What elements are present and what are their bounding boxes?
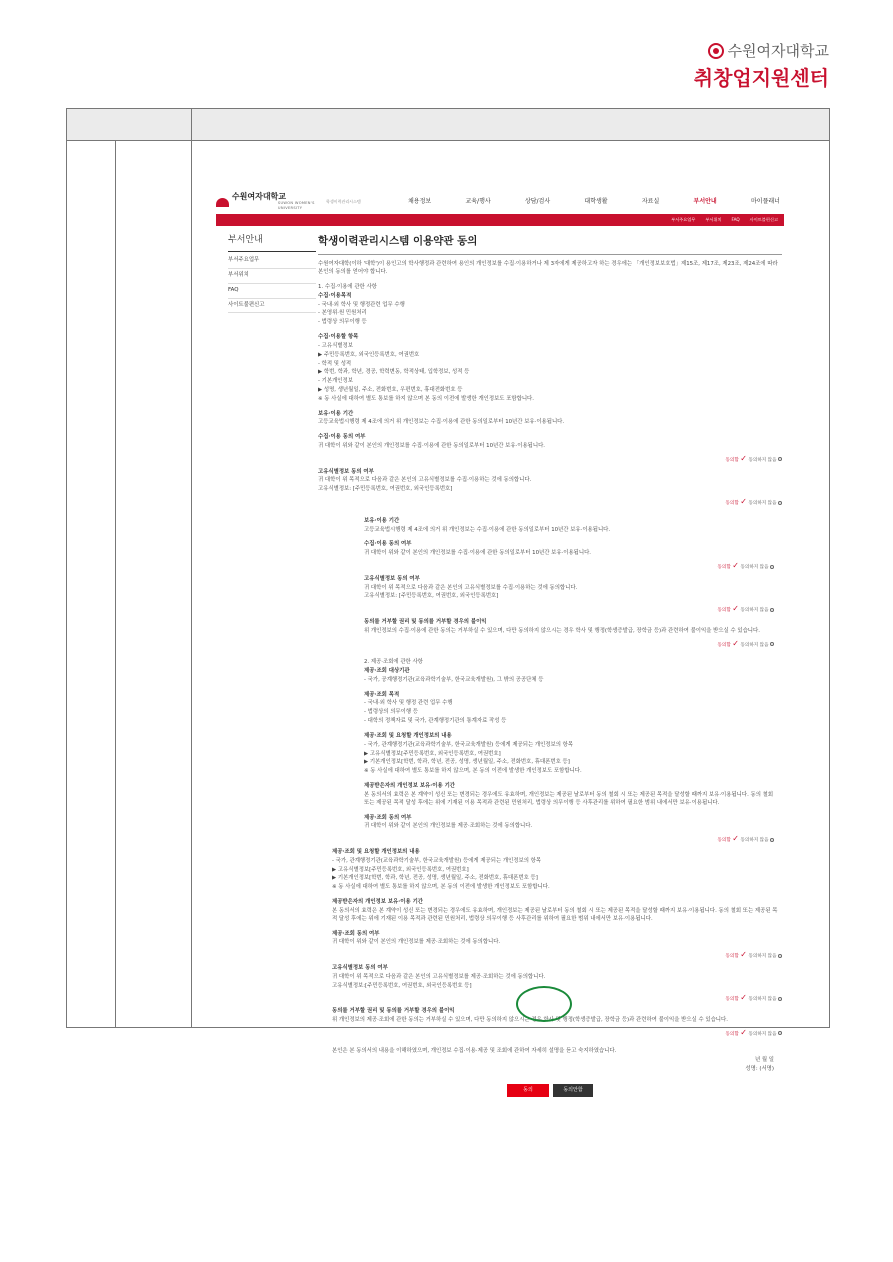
section-heading: 수집·이용목적 (318, 292, 352, 299)
body-text: 본 동의서의 효력은 본 계약이 성신 또는 변경되는 경우에도 유효하며, 개인정보는 제공된 날로부터 동의 철회 시 또는 제공된 목적을 달성할 때까지 보유·이용됩니다. 동의 철회 또는 제공된 목적 달성 후에는 위에 기재된 이용 목적과 관련된 민원처리, 법령상 의무이행 등 사후관리를 위하여 필요한 범위 내에서만 보유·이용됩니다. (364, 791, 774, 806)
body-text: 귀 대학이 위 목적으로 다음과 같은 본인의 고유식별정보를 제공·조회하는 것에 동의합니다. (332, 973, 546, 980)
agree-radio-label[interactable]: 동의함 (725, 954, 739, 960)
terms-content (316, 234, 784, 1097)
consent-radio-group (364, 560, 774, 572)
agree-radio-label[interactable]: 동의함 (717, 608, 731, 614)
agree-button[interactable]: 동의 (507, 1084, 549, 1097)
body-text: 본 동의서의 효력은 본 계약이 성신 또는 변경되는 경우에도 유효하며, 개인정보는 제공된 날로부터 동의 철회 시 또는 제공된 목적을 달성할 때까지 보유·이용됩니다. 동의 철회 또는 제공된 목적 달성 후에는 위에 기재된 이용 목적과 관련된 민원처리, 법령상 의무이행 등 사후관리를 위하여 필요한 범위 내에서만 보유·이용됩니다. (332, 907, 778, 922)
agree-radio-label[interactable]: 동의함 (725, 997, 739, 1003)
body-text: 귀 대학이 위 목적으로 다음과 같은 본인의 고유식별정보를 수집·이용하는 것에 동의합니다. (318, 477, 532, 484)
section-heading: 제공·조회 목적 (364, 691, 400, 698)
radio-icon[interactable] (778, 501, 782, 505)
logo-center-name: 취창업지원센터 (693, 66, 829, 90)
section-heading: 고유식별정보 동의 여부 (332, 964, 388, 971)
section-heading: 제공·조회 및 요청할 개인정보의 내용 (332, 848, 420, 855)
body-text: 귀 대학이 위와 같이 본인의 개인정보를 제공·조회하는 것에 동의합니다. (364, 823, 533, 830)
agree-radio-label[interactable]: 동의함 (725, 457, 739, 463)
agree-radio-label[interactable]: 동의함 (725, 501, 739, 507)
list-item: - 고유식별정보 (318, 342, 353, 349)
side-menu-title: 부서안내 (228, 234, 316, 252)
agree-radio-label[interactable]: 동의함 (717, 838, 731, 844)
check-mark-icon[interactable]: ✓ (740, 993, 747, 1003)
body-text: 귀 대학이 위와 같이 본인의 개인정보를 수집·이용에 관한 동의일로부터 10년간 보유·이용됩니다. (318, 443, 546, 450)
section-heading: 수집·이용할 항목 (318, 334, 359, 341)
list-item: ▶ 성명, 생년월일, 주소, 전화번호, 우편번호, 휴대전화번호 등 (318, 386, 463, 393)
list-item: - 국가, 관계행정기관(교육과학기술부, 한국교육개발원) 등에게 제공되는 개인정보의 항목 (332, 857, 542, 864)
global-nav (408, 198, 784, 207)
body-text: 귀 대학이 위와 같이 본인의 개인정보를 수집·이용에 관한 동의일로부터 10년간 보유·이용됩니다. (364, 550, 592, 557)
consent-radio-group (332, 1027, 782, 1039)
site-logo[interactable] (216, 193, 326, 211)
check-mark-icon[interactable]: ✓ (732, 561, 739, 571)
list-item: - 국내·외 학사 및 행정 관련 업무 수행 (364, 700, 453, 707)
side-menu-item[interactable]: 부서위치 (228, 269, 316, 284)
date-line: 년 월 일 (754, 1057, 774, 1064)
consent-radio-group (318, 496, 782, 508)
gnb-item[interactable]: 채용정보 (408, 197, 432, 205)
section-heading: 보유·이용 기간 (318, 410, 354, 417)
section-heading: 제공받은자의 개인정보 보유·이용 기간 (332, 899, 423, 906)
disagree-radio-label[interactable]: 동의하지 않음 (748, 457, 777, 463)
consent-radio-group (364, 603, 774, 615)
disagree-radio-label[interactable]: 동의하지 않음 (740, 565, 769, 571)
section-heading: 제공받은자의 개인정보 보유·이용 기간 (364, 783, 455, 790)
gnb-item[interactable]: 대학생활 (584, 197, 608, 205)
list-item: ▶ 주민등록번호, 외국인등록번호, 여권번호 (318, 351, 420, 358)
check-mark-icon[interactable]: ✓ (740, 497, 747, 507)
check-mark-icon[interactable]: ✓ (732, 834, 739, 844)
radio-icon[interactable] (778, 954, 782, 958)
section-heading: 보유·이용 기간 (364, 517, 400, 524)
check-mark-icon[interactable]: ✓ (740, 950, 747, 960)
radio-icon[interactable] (770, 565, 774, 569)
subnav-item[interactable]: 부서주요업무 (671, 216, 696, 222)
disagree-radio-label[interactable]: 동의하지 않음 (748, 501, 777, 507)
consent-radio-group (318, 453, 782, 465)
brand-tag: 학생이력관리시스템 (326, 199, 361, 205)
body-text: 고유식별정보: [주민등록번호, 여권번호, 외국인등록번호] (364, 593, 499, 600)
agree-radio-label[interactable]: 동의함 (717, 642, 731, 648)
list-item: ※ 동 사실에 대하여 별도 통보를 하지 않으며, 본 동의 이전에 발생한 개인정보도 포함합니다. (364, 768, 582, 775)
list-item: - 기본개인정보 (318, 378, 353, 385)
section-heading: 제공·조회 대상기관 (364, 668, 410, 674)
section-heading: 제공·조회 동의 여부 (332, 930, 380, 937)
highlight-circle (516, 986, 572, 1022)
section-title: 2. 제공·조회에 관한 사항 (364, 659, 423, 666)
section-heading: 제공·조회 및 요청할 개인정보의 내용 (364, 732, 452, 739)
table-header-row (67, 109, 829, 141)
radio-icon[interactable] (778, 997, 782, 1001)
section-heading: 제공·조회 동의 여부 (364, 814, 412, 821)
check-mark-icon[interactable]: ✓ (740, 1027, 747, 1037)
disagree-radio-label[interactable]: 동의하지 않음 (748, 954, 777, 960)
signature-line: 성명: (서명) (745, 1065, 774, 1072)
section-heading: 고유식별정보 동의 여부 (364, 575, 420, 582)
agree-radio-label[interactable]: 동의함 (717, 565, 731, 571)
side-menu-item[interactable]: 부서주요업무 (228, 254, 316, 269)
subnav-item[interactable]: 부서위치 (705, 216, 722, 222)
radio-icon[interactable] (778, 457, 782, 461)
page-title: 학생이력관리시스템 이용약관 동의 (318, 234, 782, 255)
list-item: ▶ 기본개인정보[학번, 학과, 학년, 전공, 성명, 생년월일, 주소, 전화번호, 휴대폰번호 등] (364, 759, 570, 766)
section-heading: 동의를 거부할 권리 및 동의를 거부할 경우의 불이익 (364, 618, 487, 625)
embedded-screenshot (216, 190, 784, 1093)
list-item: ▶ 고유식별정보[주민등록번호, 외국인등록번호, 여권번호] (332, 866, 469, 873)
intro-text: 수원여자대학(이하 '대학')이 용인고의 학사행정과 관련하여 용인의 개인정보를 수집·이용하거나 제 3자에게 제공하고자 하는 경우에는 「개인정보보호법」제15조, 제17조, 제23조, 제24조에 따라 본인의 동의를 얻어야 합니다. (318, 261, 778, 276)
radio-icon[interactable] (770, 642, 774, 646)
center-logo (694, 40, 829, 91)
disagree-radio-label[interactable]: 동의하지 않음 (748, 1031, 777, 1037)
section-heading: 동의를 거부할 권리 및 동의를 거부할 경우의 불이익 (332, 1007, 455, 1014)
brand-name: 수원여자대학교 (231, 191, 287, 201)
gnb-item-active[interactable]: 부서안내 (693, 197, 717, 205)
list-item: ※ 동 사실에 대하여 별도 통보를 하지 않으며 본 동의 이전에 발생한 개인정보도 포함합니다. (318, 395, 534, 402)
list-item: - 대학의 정책자료 및 국가, 관계행정기관의 통계자료 작성 등 (364, 718, 507, 725)
table-col-divider (115, 141, 116, 1028)
disagree-radio-label[interactable]: 동의하지 않음 (748, 997, 777, 1003)
site-header (216, 190, 784, 214)
body-text: 고유식별정보: [주민등록번호, 여권번호, 외국인등록번호] (318, 486, 453, 493)
consent-radio-group (364, 833, 774, 845)
disagree-radio-label[interactable]: 동의하지 않음 (740, 838, 769, 844)
list-item: - 법령상의 의무이행 등 (364, 709, 418, 716)
disagree-radio-label[interactable]: 동의하지 않음 (740, 642, 769, 648)
section-title: 1. 수집·이용에 관한 사항 (318, 283, 377, 290)
list-item: - 국내·외 학사 및 행정관련 업무 수행 (318, 301, 405, 308)
list-item: ▶ 기본개인정보[학번, 학과, 학년, 전공, 성명, 생년월일, 주소, 전화번호, 휴대폰번호 등] (332, 875, 538, 882)
radio-icon[interactable] (778, 1031, 782, 1035)
consent-radio-group (332, 949, 782, 961)
subnav-item[interactable]: 사이트블편신고 (749, 216, 778, 222)
agree-radio-label[interactable]: 동의함 (725, 1031, 739, 1037)
side-menu (216, 234, 316, 1097)
side-menu-item[interactable]: 사이트불편신고 (228, 299, 316, 314)
list-item: - 학적 및 성적 (318, 360, 352, 367)
gnb-item[interactable]: 교육/행사 (465, 197, 491, 205)
nested-terms-block (318, 512, 782, 845)
sub-nav-bar (216, 214, 784, 226)
check-mark-icon[interactable]: ✓ (732, 604, 739, 614)
section-heading: 고유식별정보 동의 여부 (318, 468, 374, 475)
consent-radio-group (364, 638, 774, 650)
list-item: - 본영위·원 민원처리 (318, 310, 367, 317)
list-item: ▶ 고유식별정보[주민등록번호, 외국인등록번호, 여권번호] (364, 750, 501, 757)
table-col-divider (191, 109, 192, 1028)
gnb-item[interactable]: 마이플래너 (750, 197, 780, 205)
university-seal-icon (708, 43, 724, 59)
check-mark-icon[interactable]: ✓ (740, 453, 747, 463)
section-heading: 수집·이용 동의 여부 (364, 541, 412, 548)
radio-icon[interactable] (770, 838, 774, 842)
body-text: 귀 대학이 위 목적으로 다음과 같은 본인의 고유식별정보를 수집·이용하는 것에 동의합니다. (364, 584, 578, 591)
list-item: - 국가, 관계행정기관(교육과학기술부, 한국교육개발원) 등에게 제공되는 개인정보의 항목 (364, 741, 574, 748)
brand-mark-icon (216, 198, 229, 207)
list-item: ※ 동 사실에 대하여 별도 통보를 하지 않으며, 본 동의 이전에 발생한 개인정보도 포함합니다. (332, 884, 550, 891)
disagree-button[interactable]: 동의안함 (553, 1084, 593, 1097)
brand-sub: SUWON WOMEN'S UNIVERSITY (277, 200, 315, 210)
body-text: 귀 대학이 위와 같이 본인의 개인정보를 제공·조회하는 것에 동의합니다. (332, 939, 501, 946)
disagree-radio-label[interactable]: 동의하지 않음 (740, 608, 769, 614)
body-text: 위 개인정보의 제공·조회에 관한 동의는 거부하실 수 있으며, 다만 동의하지 않으시는 경우 학사 및 행정(학생증발급, 장학금 등)과 관련하여 불이익을 받으실 수 있습니다. (332, 1016, 728, 1023)
radio-icon[interactable] (770, 608, 774, 612)
body-text: 고등교육법시행령 제 4조에 의거 위 개인정보는 수집·이용에 관한 동의일로부터 10년간 보유·이용됩니다. (364, 526, 611, 533)
list-item: - 법령상 의무이행 등 (318, 319, 367, 326)
check-mark-icon[interactable]: ✓ (732, 638, 739, 648)
body-text: 고유식별정보:[주민등록번호, 여권번호, 외국인등록번호 등] (332, 982, 472, 989)
logo-university-name: 수원여자대학교 (727, 42, 829, 60)
gnb-item[interactable]: 상담/검사 (524, 197, 551, 205)
list-item: ▶ 학번, 학과, 학년, 경공, 학력변동, 학적상태, 입학정보, 성적 등 (318, 369, 470, 376)
body-text: 고등교육법시행령 제 4조에 의거 위 개인정보는 수집·이용에 관한 동의일로부터 10년간 보유·이용됩니다. (318, 419, 565, 426)
gnb-item[interactable]: 자료실 (641, 197, 660, 205)
closing-text: 본인은 본 동의서의 내용을 이해하였으며, 개인정보 수집·이용·제공 및 조회에 관하여 자세히 설명을 듣고 숙지하였습니다. (332, 1048, 617, 1055)
body-text: 위 개인정보의 수집·이용에 관한 동의는 거부하실 수 있으며, 다만 동의하지 않으시는 경우 학사 및 행정(학생증발급, 장학금 등)과 관련하여 불이익을 받으실 수 있습니다. (364, 627, 760, 634)
section-heading: 수집·이용 동의 여부 (318, 434, 366, 441)
subnav-item[interactable]: FAQ (731, 216, 740, 222)
side-menu-item[interactable]: FAQ (228, 284, 316, 299)
form-buttons (318, 1084, 782, 1097)
body-text: - 국가, 공계행정기관(교육과학기술부, 한국교육개발원), 그 밖의 공공단체 등 (364, 676, 544, 683)
